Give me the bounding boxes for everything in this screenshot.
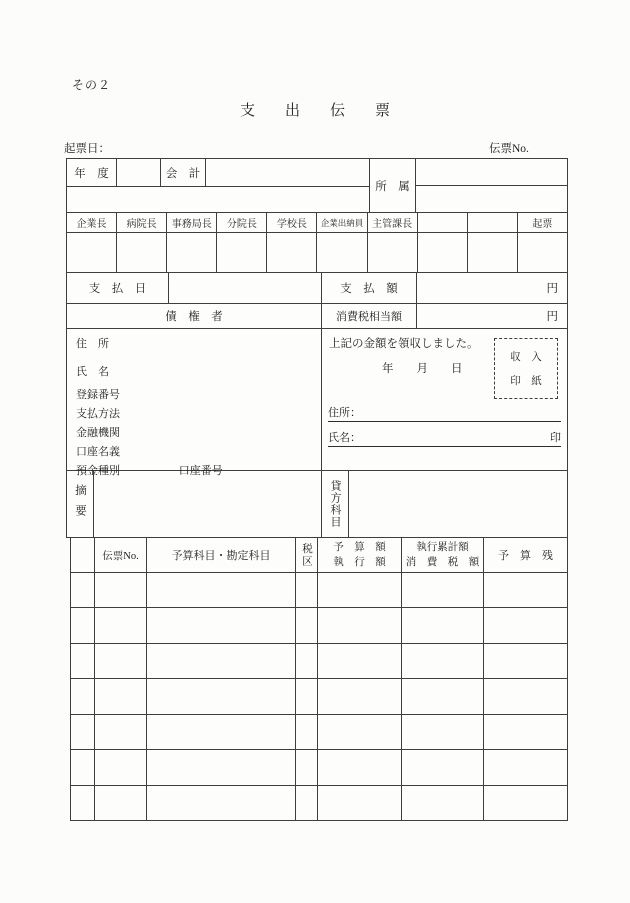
creditor-header: 債 権 者: [67, 304, 322, 328]
approval-stamp-box: [317, 233, 366, 272]
approval-band: [67, 213, 567, 273]
detail-cell: [71, 608, 95, 642]
account-holder-label: 口座名義: [76, 446, 120, 458]
deposit-type-label: 預金種別: [76, 465, 120, 477]
year-account-row: [67, 159, 369, 187]
slip-no-label: 伝票No.: [489, 143, 529, 155]
approval-column-shukankacho: [368, 213, 418, 272]
detail-row: [71, 786, 567, 820]
credit-item-label-cell: [322, 471, 349, 537]
detail-cell: [318, 750, 402, 784]
detail-cell: [296, 786, 318, 820]
detail-header-tax-class: [296, 538, 318, 572]
issue-date-label: 起票日：: [64, 143, 110, 155]
payment-amount-value-cell: [417, 273, 567, 303]
detail-cell: [402, 679, 484, 713]
approval-column-buncho: [217, 213, 267, 272]
detail-cell: [296, 608, 318, 642]
bank-label: 金融機関: [76, 427, 120, 439]
detail-cell: [71, 786, 95, 820]
affiliation-value-cell-2: [416, 186, 567, 212]
form-note: その２: [72, 78, 112, 92]
receipt-address-label: 住所：: [328, 407, 361, 419]
year-account-band: [67, 159, 567, 213]
detail-header-budget-item: 予算科目・勘定科目: [147, 538, 296, 572]
detail-cell: [318, 644, 402, 678]
detail-cell: [95, 750, 147, 784]
receipt-address-line: [328, 403, 561, 422]
account-label: 会 計: [161, 159, 206, 186]
payment-date-label: 支 払 日: [67, 273, 169, 303]
yen-label: 円: [546, 311, 558, 323]
detail-cell: [95, 679, 147, 713]
detail-cell: [71, 644, 95, 678]
approval-column-blank-1: [418, 213, 468, 272]
detail-cell: [402, 608, 484, 642]
remarks-value-cell: [94, 471, 322, 537]
remarks-label-cell: [67, 471, 94, 537]
approval-header: 事務局長: [167, 213, 216, 233]
creditor-address-label: 住 所: [76, 338, 109, 350]
detail-cell: [147, 715, 296, 749]
credit-item-value-cell: [349, 471, 567, 537]
detail-cell: [95, 644, 147, 678]
detail-cell: [95, 608, 147, 642]
approval-column-blank-2: [468, 213, 518, 272]
fiscal-year-label: 年 度: [67, 159, 117, 186]
detail-table: [70, 537, 568, 821]
approval-stamp-box: [217, 233, 266, 272]
detail-header-slip-no: 伝票No.: [95, 538, 147, 572]
approval-header: 病院長: [117, 213, 166, 233]
approval-stamp-box: [518, 233, 567, 272]
creditor-name-label: 氏 名: [76, 366, 109, 378]
yen-label: 円: [546, 283, 558, 295]
revenue-stamp-box: [494, 338, 558, 399]
detail-cell: [402, 573, 484, 607]
detail-cell: [147, 644, 296, 678]
receipt-statement: 上記の金額を領収しました。: [329, 338, 479, 350]
payment-band: [67, 273, 567, 304]
detail-row: [71, 644, 567, 679]
remarks-label: 摘要: [74, 483, 86, 525]
consumption-tax-label: 消費税相当額: [322, 304, 417, 328]
fiscal-year-value-cell: [117, 159, 161, 186]
receipt-cell: [322, 329, 567, 470]
approval-stamp-box: [117, 233, 166, 272]
detail-cell: [318, 608, 402, 642]
detail-header-blank: [71, 538, 95, 572]
year-account-section: [67, 159, 370, 212]
payment-amount-label: 支 払 額: [322, 273, 417, 303]
payment-method-label: 支払方法: [76, 408, 120, 420]
detail-cell: [147, 573, 296, 607]
detail-cell: [484, 644, 567, 678]
budget-amount-line2: 執 行 額: [333, 557, 386, 568]
detail-cell: [484, 715, 567, 749]
remarks-band: [67, 471, 567, 537]
detail-table-body: [71, 573, 567, 820]
budget-amount-line1: 予 算 額: [333, 542, 386, 553]
detail-cell: [484, 679, 567, 713]
detail-row: [71, 715, 567, 750]
year-account-blank-cell: [67, 187, 369, 212]
detail-cell: [71, 679, 95, 713]
detail-cell: [147, 750, 296, 784]
detail-cell: [484, 750, 567, 784]
detail-cell: [484, 608, 567, 642]
creditor-tax-band: [67, 304, 567, 329]
detail-row: [71, 608, 567, 643]
creditor-receipt-band: [67, 329, 567, 477]
approval-column-byoincho: [117, 213, 167, 272]
detail-cell: [318, 715, 402, 749]
detail-cell: [71, 715, 95, 749]
seal-label: 印: [550, 432, 561, 444]
revenue-stamp-line2: 印 紙: [510, 375, 542, 387]
detail-header-row: [71, 538, 567, 573]
detail-cell: [402, 715, 484, 749]
approval-header: 学校長: [267, 213, 316, 233]
header-table: [66, 158, 568, 538]
detail-row: [71, 750, 567, 785]
tax-class-label: 税区: [301, 542, 312, 568]
approval-column-kihyo: [518, 213, 567, 272]
detail-cell: [318, 679, 402, 713]
detail-cell: [402, 644, 484, 678]
detail-cell: [71, 573, 95, 607]
detail-header-cumulative: [402, 538, 484, 572]
detail-cell: [296, 679, 318, 713]
detail-cell: [147, 786, 296, 820]
detail-cell: [296, 644, 318, 678]
approval-stamp-box: [368, 233, 417, 272]
affiliation-label: 所 属: [370, 159, 416, 212]
approval-header: 起票: [518, 213, 567, 233]
approval-stamp-box: [468, 233, 517, 272]
approval-header: 企業長: [67, 213, 116, 233]
approval-header: 主管課長: [368, 213, 417, 233]
detail-cell: [95, 573, 147, 607]
creditor-detail-cell: [67, 329, 322, 477]
detail-row: [71, 573, 567, 608]
detail-cell: [402, 750, 484, 784]
receipt-date-line: 年 月 日: [382, 363, 463, 375]
detail-cell: [296, 715, 318, 749]
account-value-cell: [206, 159, 369, 186]
detail-cell: [318, 786, 402, 820]
credit-item-label: 貸方科目: [329, 480, 341, 528]
approval-stamp-box: [267, 233, 316, 272]
approval-header: 企業出納員: [317, 213, 366, 233]
revenue-stamp-line1: 収 入: [510, 352, 542, 364]
approval-column-gakkocho: [267, 213, 317, 272]
detail-cell: [296, 573, 318, 607]
account-no-label: 口座番号: [178, 465, 223, 477]
detail-cell: [296, 750, 318, 784]
detail-header-budget-amount: [318, 538, 402, 572]
approval-stamp-box: [167, 233, 216, 272]
cumulative-line2: 消 費 税 額: [405, 557, 480, 568]
approval-column-suitoin: [317, 213, 367, 272]
detail-cell: [484, 573, 567, 607]
approval-stamp-box: [418, 233, 467, 272]
approval-column-kigyocho: [67, 213, 117, 272]
affiliation-value-cell-1: [416, 159, 567, 186]
approval-header: [468, 213, 517, 233]
registration-no-label: 登録番号: [76, 389, 120, 401]
approval-header: [418, 213, 467, 233]
consumption-tax-value-cell: [417, 304, 567, 328]
approval-header: 分院長: [217, 213, 266, 233]
detail-cell: [95, 786, 147, 820]
detail-cell: [484, 786, 567, 820]
detail-cell: [147, 608, 296, 642]
detail-cell: [318, 573, 402, 607]
detail-row: [71, 679, 567, 714]
detail-cell: [147, 679, 296, 713]
detail-cell: [402, 786, 484, 820]
detail-cell: [71, 750, 95, 784]
form-title: 支 出 伝 票: [239, 103, 390, 119]
payment-date-value-cell: [169, 273, 322, 303]
detail-header-remaining: 予 算 残: [498, 550, 553, 562]
approval-column-jimukyokucho: [167, 213, 217, 272]
cumulative-line1: 執行累計額: [416, 542, 469, 553]
affiliation-section: [416, 159, 567, 212]
detail-cell: [95, 715, 147, 749]
receipt-name-label: 氏名：: [328, 432, 361, 444]
approval-stamp-box: [67, 233, 116, 272]
receipt-name-line: [328, 428, 561, 447]
